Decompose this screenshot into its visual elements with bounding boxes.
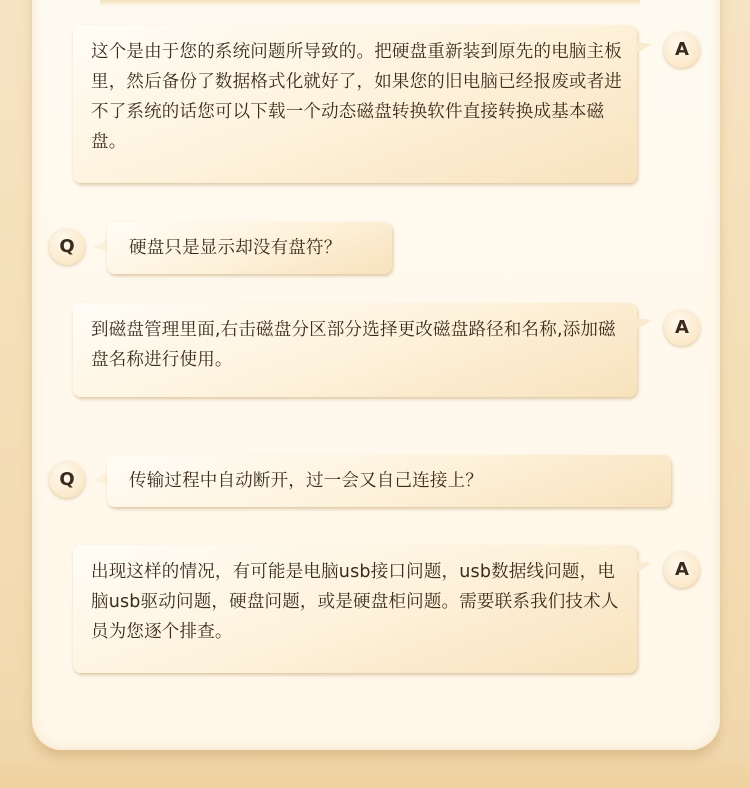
answer-bubble-tail-icon-3 bbox=[636, 559, 652, 575]
question-bubble-tail-icon-2 bbox=[92, 471, 108, 487]
question-badge-2: Q bbox=[49, 462, 85, 498]
answer-bubble-3 bbox=[73, 545, 637, 673]
answer-badge-2: A bbox=[664, 310, 700, 346]
question-bubble-2 bbox=[107, 455, 671, 507]
question-bubble-tail-icon-1 bbox=[92, 238, 108, 254]
answer-text-1: 这个是由于您的系统问题所导致的。把硬盘重新装到原先的电脑主板里，然后备份了数据格式化就好了，如果您的旧电脑已经报废或者进不了系统的话您可以下载一个动态磁盘转换软件直接转换成基本磁盘。 bbox=[91, 42, 622, 152]
question-bubble-1 bbox=[107, 222, 392, 274]
bottom-background-band bbox=[0, 755, 750, 788]
question-badge-1: Q bbox=[49, 229, 85, 265]
answer-bubble-2 bbox=[73, 303, 637, 397]
answer-badge-1: A bbox=[664, 32, 700, 68]
panel-top-edge bbox=[100, 0, 640, 6]
question-text-2: 传输过程中自动断开，过一会又自己连接上？ bbox=[129, 471, 483, 491]
answer-text-3: 出现这样的情况，有可能是电脑usb接口问题，usb数据线问题，电脑usb驱动问题，硬盘问题，或是硬盘柜问题。需要联系我们技术人员为您逐个排查。 bbox=[91, 562, 619, 642]
answer-badge-3: A bbox=[664, 552, 700, 588]
question-text-1: 硬盘只是显示却没有盘符？ bbox=[129, 238, 342, 258]
answer-text-2: 到磁盘管理里面,右击磁盘分区部分选择更改磁盘路径和名称,添加磁盘名称进行使用。 bbox=[91, 320, 616, 370]
answer-bubble-tail-icon-1 bbox=[636, 40, 652, 56]
answer-bubble-1 bbox=[73, 25, 637, 183]
answer-bubble-tail-icon-2 bbox=[636, 316, 652, 332]
